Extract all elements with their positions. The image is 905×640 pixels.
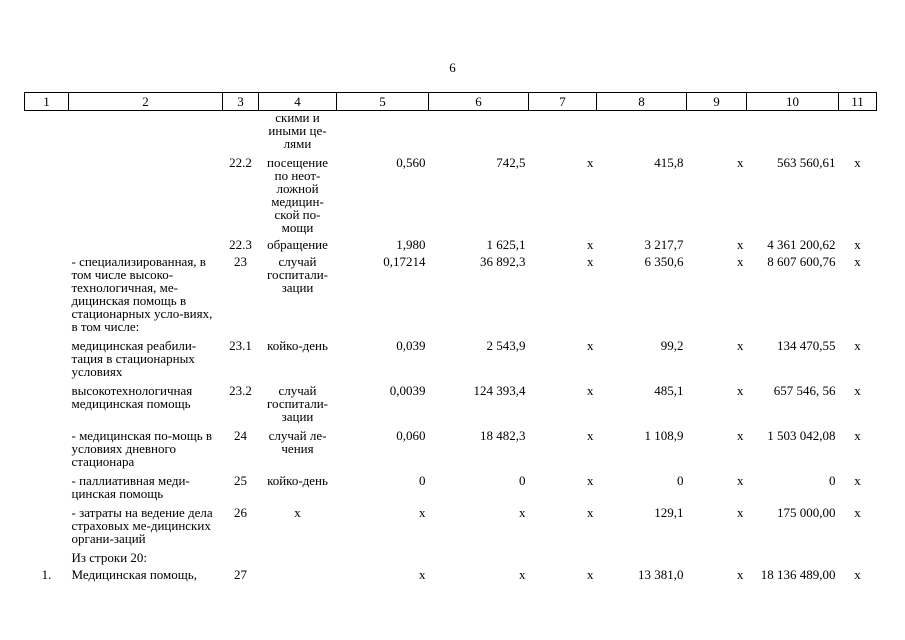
value-col-5: 0,060 [396,428,426,443]
value-col-11: х [854,505,861,520]
value-col-8: 485,1 [654,383,684,398]
value-col-7: х [587,505,594,520]
value-col-5: 1,980 [396,237,426,252]
value-col-5: 0,560 [396,155,426,170]
column-header: 4 [259,93,337,111]
value-col-10: 0 [829,473,836,488]
value-col-8: 3 217,7 [644,237,684,252]
unit-of-measure: случай госпитали-зации [266,254,328,295]
table-row [25,251,877,333]
value-col-6: 2 543,9 [486,338,526,353]
column-header: 6 [429,93,529,111]
value-col-11: х [854,254,861,269]
unit-of-measure: койко-день [267,473,328,488]
row-description [69,150,223,234]
value-col-10 [747,111,839,151]
value-col-8 [597,111,687,151]
column-header: 3 [223,93,259,111]
value-col-8: 1 108,9 [644,428,684,443]
value-col-6 [429,545,529,564]
unit-of-measure: койко-день [267,338,328,353]
unit-of-measure: обращение [267,237,328,252]
value-col-8: 129,1 [654,505,684,520]
value-col-6: 124 393,4 [473,383,526,398]
unit-of-measure: х [294,505,301,520]
row-description: медицинская реабили-тация в стационарных условиях [71,338,197,379]
row-description: Из строки 20: [71,550,148,565]
table-row [25,423,877,468]
value-col-7: х [587,155,594,170]
value-col-5: 0,17214 [383,254,426,269]
column-header: 11 [839,93,877,111]
page-number: 6 [449,60,456,75]
row-number [25,251,69,333]
value-col-8 [597,545,687,564]
value-col-6: 1 625,1 [486,237,526,252]
value-col-5: 0 [419,473,426,488]
table-row [25,333,877,378]
value-col-6: 0 [519,473,526,488]
value-col-5 [337,111,429,151]
row-number [25,234,69,251]
unit-of-measure: случай ле-чения [268,428,327,456]
value-col-11: х [854,567,861,582]
row-code: 24 [234,428,247,443]
value-col-10 [747,545,839,564]
value-col-7: х [587,338,594,353]
financing-table [24,92,877,581]
table-row [25,500,877,545]
row-description [69,234,223,251]
column-header: 10 [747,93,839,111]
row-code: 23.2 [229,383,252,398]
value-col-9 [687,545,747,564]
value-col-6 [429,111,529,151]
row-code [223,111,259,151]
row-description: - специализированная, в том числе высоко-технологичная, ме-дицинская помощь в стационарных усло-виях, в том числе: [71,254,213,334]
value-col-10: 563 560,61 [777,155,836,170]
row-description: - медицинская по-мощь в условиях дневного стационара [71,428,213,469]
row-code [223,545,259,564]
value-col-6: 36 892,3 [480,254,526,269]
row-number [25,500,69,545]
value-col-7: х [587,383,594,398]
value-col-10: 4 361 200,62 [767,237,836,252]
value-col-5: 0,039 [396,338,426,353]
value-col-11 [839,111,877,151]
value-col-11: х [854,237,861,252]
table-row [25,564,877,581]
value-col-9: х [737,505,744,520]
value-col-11: х [854,338,861,353]
column-header: 8 [597,93,687,111]
row-code: 22.3 [229,237,252,252]
value-col-7: х [587,428,594,443]
unit-of-measure: случай госпитали-зации [266,383,328,424]
row-number: 1. [41,567,52,582]
value-col-11: х [854,473,861,488]
row-description: Медицинская помощь, [71,567,197,582]
value-col-9: х [737,155,744,170]
value-col-11: х [854,383,861,398]
row-code: 25 [234,473,247,488]
value-col-8: 13 381,0 [638,567,684,582]
row-description: - затраты на ведение дела страховых ме-дицинских органи-заций [71,505,213,546]
row-number [25,111,69,151]
row-number [25,468,69,500]
value-col-5: х [419,505,426,520]
row-code: 27 [234,567,247,582]
value-col-9: х [737,473,744,488]
value-col-7 [529,111,597,151]
value-col-10: 657 546, 56 [773,383,836,398]
value-col-8: 0 [677,473,684,488]
row-number [25,545,69,564]
row-number [25,150,69,234]
unit-of-measure: скими и иными це-лями [268,110,327,151]
value-col-9: х [737,567,744,582]
value-col-5 [337,545,429,564]
value-col-6: х [519,567,526,582]
value-col-11 [839,545,877,564]
value-col-7: х [587,237,594,252]
value-col-9: х [737,254,744,269]
row-code: 23 [234,254,247,269]
value-col-9: х [737,383,744,398]
column-header: 5 [337,93,429,111]
column-header: 2 [69,93,223,111]
column-header: 1 [25,93,69,111]
value-col-9: х [737,338,744,353]
row-description: - паллиативная меди-цинская помощь [71,473,190,501]
value-col-11: х [854,428,861,443]
row-description: высокотехнологичная медицинская помощь [71,383,193,411]
table-row [25,234,877,251]
value-col-7: х [587,473,594,488]
table-row [25,150,877,234]
row-code: 23.1 [229,338,252,353]
value-col-10: 18 136 489,00 [760,567,836,582]
table-row [25,545,877,564]
value-col-8: 99,2 [660,338,684,353]
value-col-10: 1 503 042,08 [767,428,836,443]
unit-of-measure: посещение по неот-ложной медицин-ской по-мощи [267,155,328,235]
row-code: 22.2 [229,155,252,170]
row-number [25,378,69,423]
row-code: 26 [234,505,247,520]
value-col-10: 8 607 600,76 [767,254,836,269]
value-col-5: х [419,567,426,582]
column-number-row [25,93,877,111]
row-number [25,423,69,468]
value-col-9 [687,111,747,151]
value-col-6: х [519,505,526,520]
value-col-10: 134 470,55 [777,338,836,353]
unit-of-measure [259,545,337,564]
column-header: 9 [687,93,747,111]
value-col-7: х [587,567,594,582]
value-col-7: х [587,254,594,269]
value-col-7 [529,545,597,564]
row-number [25,333,69,378]
table-row [25,378,877,423]
value-col-9: х [737,237,744,252]
column-header: 7 [529,93,597,111]
value-col-10: 175 000,00 [777,505,836,520]
table-row [25,111,877,151]
table-row [25,468,877,500]
value-col-9: х [737,428,744,443]
value-col-5: 0,0039 [389,383,426,398]
value-col-8: 6 350,6 [644,254,684,269]
value-col-6: 742,5 [496,155,526,170]
value-col-6: 18 482,3 [480,428,526,443]
value-col-11: х [854,155,861,170]
row-description [69,111,223,151]
unit-of-measure [259,564,337,581]
value-col-8: 415,8 [654,155,684,170]
